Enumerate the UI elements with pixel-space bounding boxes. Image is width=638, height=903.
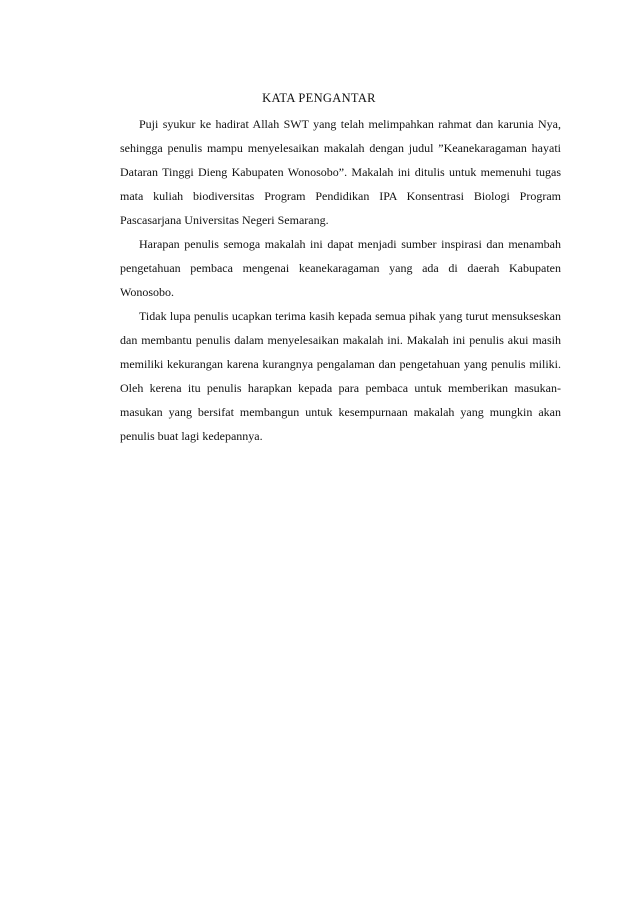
paragraph-1: Puji syukur ke hadirat Allah SWT yang telah melimpahkan rahmat dan karunia Nya, sehingga penulis mampu menyelesaikan makalah dengan judul ”Keanekaragaman hayati Dataran Tinggi Dieng Kabupaten Wonosobo”. Makalah ini ditulis untuk memenuhi tugas mata kuliah biodiversitas Program Pendidikan IPA Konsentrasi Biologi Program Pascasarjana Universitas Negeri Semarang. bbox=[120, 117, 561, 227]
paragraph-3: Tidak lupa penulis ucapkan terima kasih kepada semua pihak yang turut mensukseskan dan membantu penulis dalam menyelesaikan makalah ini. Makalah ini penulis akui masih memiliki kekurangan karena kurangnya pengalaman dan pengetahuan yang penulis miliki. Oleh kerena itu penulis harapkan kepada para pembaca untuk memberikan masukan-masukan yang bersifat membangun untuk kesempurnaan makalah yang mungkin akan penulis buat lagi kedepannya. bbox=[120, 309, 561, 443]
page-title: KATA PENGANTAR bbox=[262, 91, 376, 105]
paragraph-2: Harapan penulis semoga makalah ini dapat menjadi sumber inspirasi dan menambah pengetahuan pembaca mengenai keanekaragaman yang ada di daerah Kabupaten Wonosobo. bbox=[120, 237, 561, 299]
document-body bbox=[120, 112, 561, 448]
